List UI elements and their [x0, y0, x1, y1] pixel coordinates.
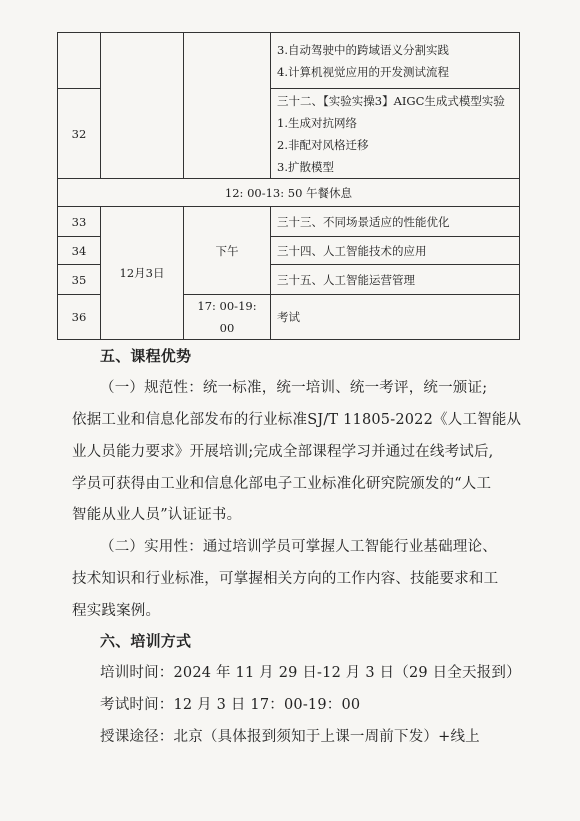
table-cell	[184, 33, 271, 179]
paragraph-line: 程实践案例。	[72, 603, 161, 619]
table-row	[58, 33, 520, 89]
exam-time: 考试时间：12 月 3 日 17：00-19：00	[100, 697, 361, 713]
course-content-cell	[271, 33, 520, 89]
paragraph-line: （二）实用性：通过培训学员可掌握人工智能行业基础理论、	[100, 539, 497, 555]
session-number: 33	[58, 207, 101, 237]
section-heading: 五、课程优势	[100, 347, 192, 365]
lunch-break: 12: 00-13: 50 午餐休息	[58, 179, 520, 207]
exam-time-cell: 17: 00-19: 00	[184, 295, 271, 340]
paragraph-line: 依据工业和信息化部发布的行业标准SJ/T 11805-2022《人工智能从	[72, 412, 522, 428]
paragraph-line: 业人员能力要求》开展培训;完成全部课程学习并通过在线考试后,	[72, 444, 494, 460]
section-heading: 六、培训方式	[100, 632, 192, 650]
session-number: 35	[58, 265, 101, 295]
table-row	[58, 207, 520, 237]
course-line: 1.生成对抗网络	[277, 115, 357, 130]
paragraph-line: 智能从业人员”认证证书。	[72, 507, 242, 523]
table-cell	[101, 33, 184, 179]
schedule-table	[57, 32, 519, 335]
course-line: 3.自动驾驶中的跨域语义分割实践	[277, 42, 449, 57]
session-number: 36	[58, 295, 101, 340]
course-content-cell: 三十五、人工智能运营管理	[271, 265, 520, 295]
course-content-cell: 考试	[271, 295, 520, 340]
period-cell: 下午	[184, 207, 271, 295]
course-content-cell: 三十三、不同场景适应的性能优化	[271, 207, 520, 237]
paragraph-line: 学员可获得由工业和信息化部电子工业标准化研究院颁发的“人工	[72, 476, 492, 492]
course-content-cell	[271, 89, 520, 179]
paragraph-line: （一）规范性：统一标准，统一培训、统一考评，统一颁证;	[100, 380, 488, 396]
session-number: 34	[58, 237, 101, 265]
course-line: 2.非配对风格迁移	[277, 137, 369, 152]
paragraph-line: 技术知识和行业标准，可掌握相关方向的工作内容、技能要求和工	[72, 571, 499, 587]
session-number: 32	[58, 89, 101, 179]
teaching-method: 授课途径：北京（具体报到须知于上课一周前下发）+线上	[100, 729, 480, 745]
training-time: 培训时间：2024 年 11 月 29 日-12 月 3 日（29 日全天报到）	[100, 665, 521, 681]
course-line: 三十二、【实验实操3】AIGC生成式模型实验	[277, 93, 505, 108]
table-row	[58, 179, 520, 207]
course-line: 4.计算机视觉应用的开发测试流程	[277, 64, 449, 79]
course-content-cell: 三十四、人工智能技术的应用	[271, 237, 520, 265]
date-cell: 12月3日	[101, 207, 184, 340]
course-line: 3.扩散模型	[277, 159, 334, 174]
table-cell	[58, 33, 101, 89]
